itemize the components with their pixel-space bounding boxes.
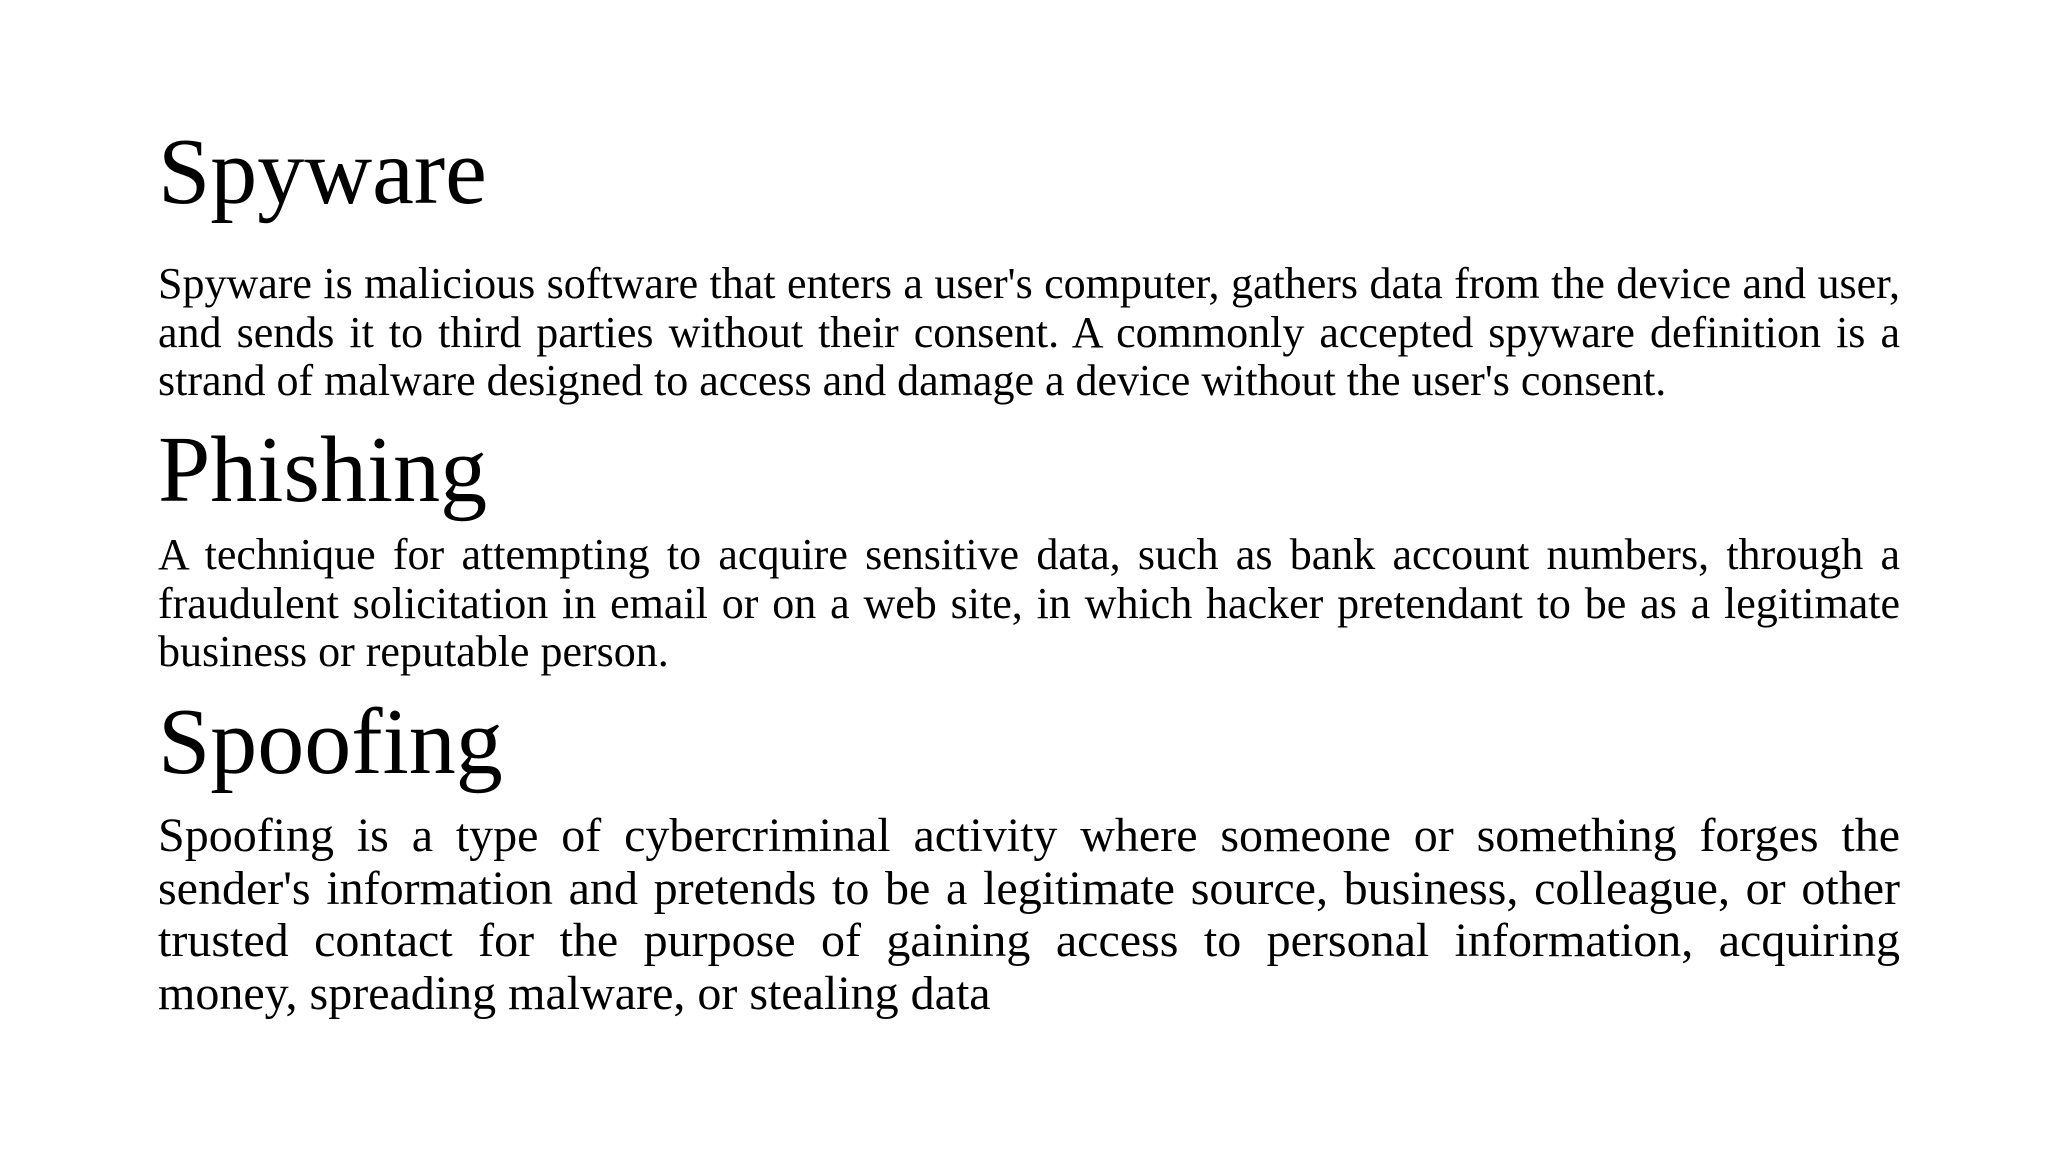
spyware-description: Spyware is malicious software that enters a user's computer, gathers data from the device and user, and sends it to third parties without their consent. A commonly accepted spyware definition is a strand of malware designed to access and damage a device without the user's consent.	[158, 259, 1900, 405]
slide-content	[158, 0, 1900, 1152]
phishing-description: A technique for attempting to acquire sensitive data, such as bank account numbers, through a fraudulent solicitation in email or on a web site, in which hacker pretendant to be as a legitimate business or reputable person.	[158, 530, 1900, 676]
spoofing-heading: Spoofing	[158, 690, 503, 794]
phishing-heading: Phishing	[158, 418, 488, 522]
spyware-heading: Spyware	[158, 120, 487, 224]
spoofing-description: Spoofing is a type of cybercriminal activity where someone or something forges the sender's information and pretends to be a legitimate source, business, colleague, or other trusted contact for the purpose of gaining access to personal information, acquiring money, spreading malware, or stealing data	[158, 809, 1900, 1020]
